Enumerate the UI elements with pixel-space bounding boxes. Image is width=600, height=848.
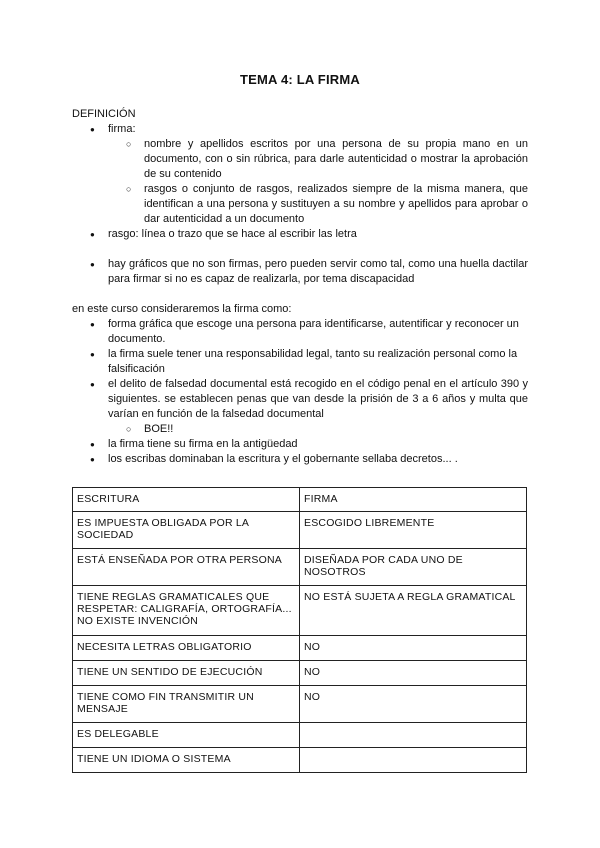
- table-cell: TIENE COMO FIN TRANSMITIR UN MENSAJE: [73, 686, 300, 723]
- table-cell: NO ESTÁ SUJETA A REGLA GRAMATICAL: [300, 586, 527, 636]
- curso-sublist: [108, 422, 528, 437]
- definicion-list: [72, 122, 528, 242]
- document-body: [72, 107, 528, 467]
- table-row: [73, 686, 527, 723]
- curso-list: [72, 317, 528, 467]
- firma-label: firma:: [108, 123, 136, 135]
- table-cell: ESTÁ ENSEÑADA POR OTRA PERSONA: [73, 549, 300, 586]
- page-title: TEMA 4: LA FIRMA: [240, 72, 360, 87]
- table-row: [73, 748, 527, 773]
- table-cell: TIENE UN IDIOMA O SISTEMA: [73, 748, 300, 773]
- table-row: [73, 586, 527, 636]
- table-cell: NO: [300, 636, 527, 661]
- firma-sub-item: ○ rasgos o conjunto de rasgos, realizados siempre de la misma manera, que identifican a una persona y sustituyen a su nombre y apellidos para aprobar o dar autenticidad a un documento: [108, 182, 528, 227]
- table-cell: TIENE UN SENTIDO DE EJECUCIÓN: [73, 661, 300, 686]
- table-cell: ES DELEGABLE: [73, 723, 300, 748]
- table-header-cell: ESCRITURA: [73, 488, 300, 512]
- firma-sublist: [108, 137, 528, 227]
- table-header-cell: FIRMA: [300, 488, 527, 512]
- table-row: [73, 488, 527, 512]
- boe-item: ○ BOE!!: [108, 422, 528, 437]
- curso-item: ● la firma tiene su firma en la antigüedad: [72, 437, 528, 452]
- table-cell: [300, 723, 527, 748]
- table-cell: NO: [300, 686, 527, 723]
- table-row: [73, 723, 527, 748]
- firma-sub-item: ○ nombre y apellidos escritos por una persona de su propia mano en un documento, con o sin rúbrica, para darle autenticidad o mostrar la aprobación de su contenido: [108, 137, 528, 182]
- comparison-table: [72, 487, 527, 773]
- table-row: [73, 512, 527, 549]
- list-item-rasgo: ● rasgo: línea o trazo que se hace al escribir las letra: [72, 227, 528, 242]
- table-cell: [300, 748, 527, 773]
- curso-item: [72, 377, 528, 437]
- table-row: [73, 549, 527, 586]
- curso-item: ● forma gráfica que escoge una persona para identificarse, autentificar y reconocer un documento.: [72, 317, 528, 347]
- list-item-firma: [72, 122, 528, 227]
- table-row: [73, 636, 527, 661]
- graficos-list: [72, 257, 528, 287]
- list-item-graficos: ● hay gráficos que no son firmas, pero pueden servir como tal, como una huella dactilar para firmar si no es capaz de realizarla, por tema discapacidad: [72, 257, 528, 287]
- table-cell: TIENE REGLAS GRAMATICALES QUE RESPETAR: CALIGRAFÍA, ORTOGRAFÍA... NO EXISTE INVENCIÓN: [73, 586, 300, 636]
- table-cell: ES IMPUESTA OBLIGADA POR LA SOCIEDAD: [73, 512, 300, 549]
- curso-intro: en este curso consideraremos la firma como:: [72, 303, 292, 315]
- table-row: [73, 661, 527, 686]
- curso-item-text: el delito de falsedad documental está recogido en el código penal en el artículo 390 y siguientes. se establecen penas que van desde la prisión de 3 a 6 años y multa que varían en función de la falsedad documental: [108, 378, 528, 420]
- curso-item: ● la firma suele tener una responsabilidad legal, tanto su realización personal como la falsificación: [72, 347, 528, 377]
- definicion-heading: DEFINICIÓN: [72, 108, 136, 120]
- curso-item: ● los escribas dominaban la escritura y el gobernante sellaba decretos... .: [72, 452, 528, 467]
- table-cell: NO: [300, 661, 527, 686]
- table-cell: NECESITA LETRAS OBLIGATORIO: [73, 636, 300, 661]
- table-cell: DISEÑADA POR CADA UNO DE NOSOTROS: [300, 549, 527, 586]
- table-cell: ESCOGIDO LIBREMENTE: [300, 512, 527, 549]
